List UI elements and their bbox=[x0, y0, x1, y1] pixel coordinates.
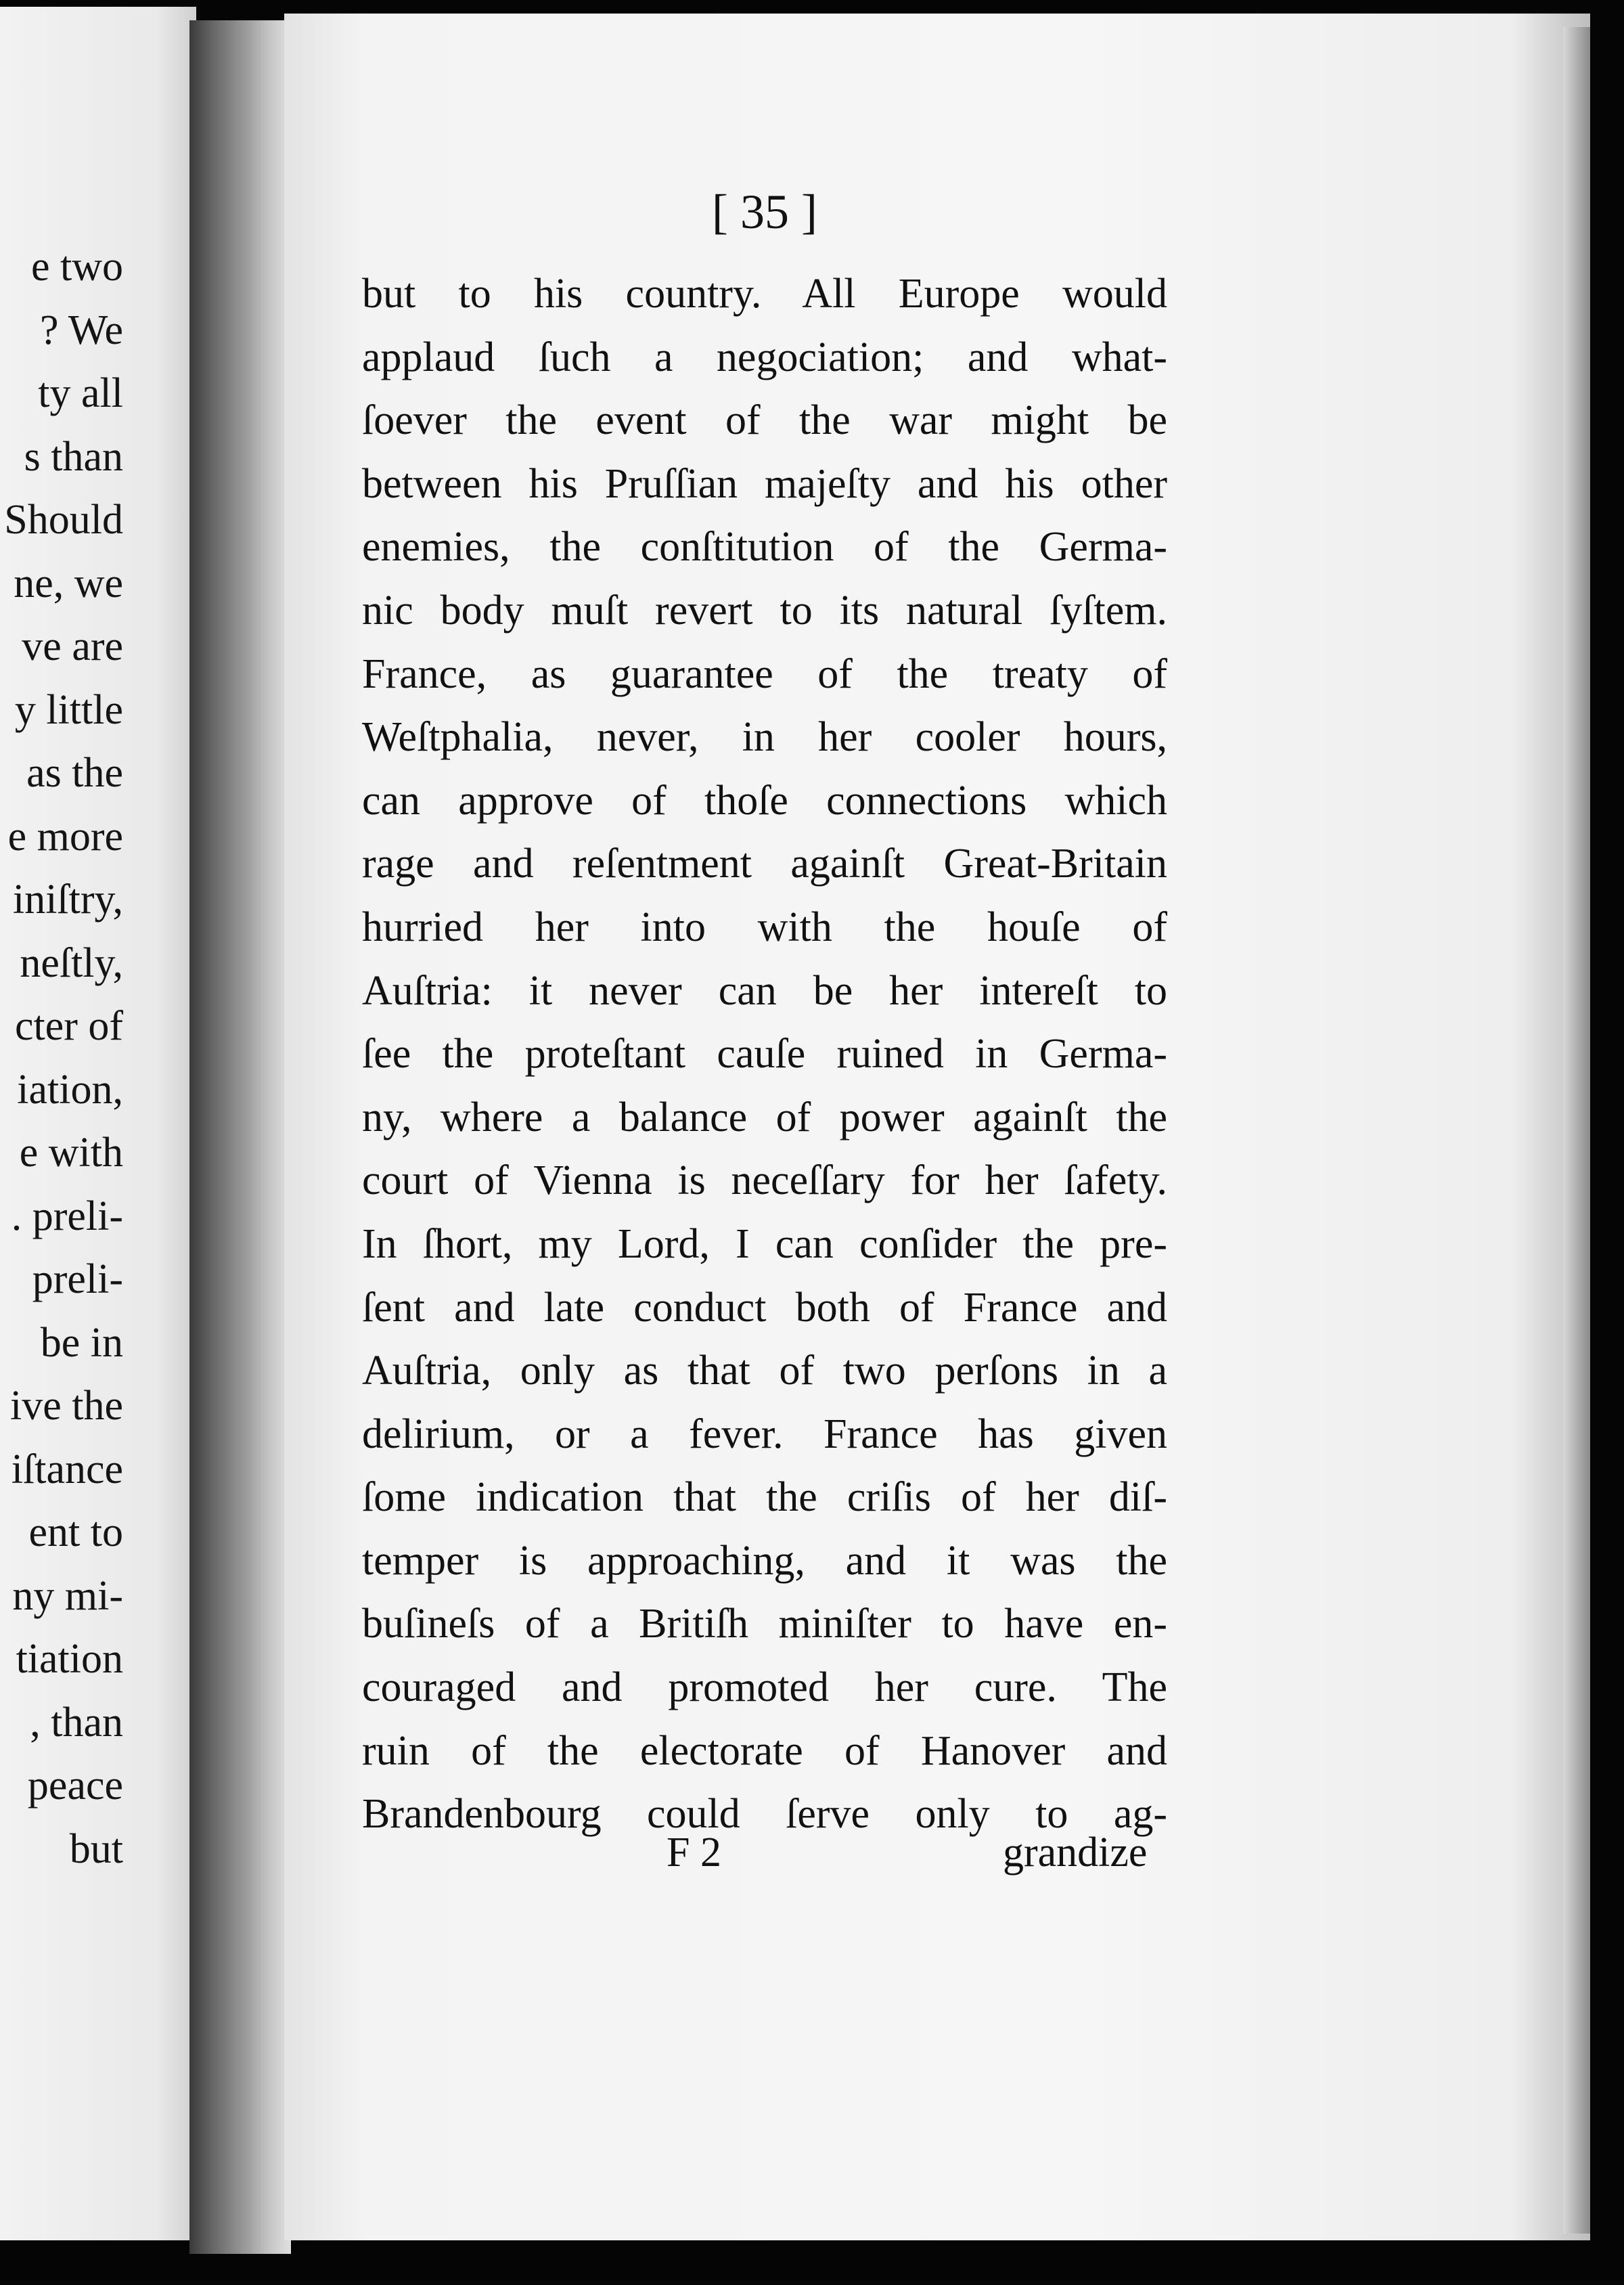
page-body-text bbox=[362, 263, 1167, 1846]
text-line: enemies, the conſtitution of the Germa- bbox=[362, 524, 1167, 571]
left-page-line: iſtance bbox=[11, 1446, 123, 1492]
left-page-line: but bbox=[69, 1825, 123, 1872]
text-line: can approve of thoſe connections which bbox=[362, 777, 1167, 824]
left-page-line: ? We bbox=[40, 307, 123, 353]
text-line: between his Pruſſian majeſty and his other bbox=[362, 460, 1167, 507]
left-page-text bbox=[4, 236, 123, 1881]
text-line: ſome indication that the criſis of her diſ- bbox=[362, 1474, 1167, 1521]
left-page-line: ive the bbox=[10, 1383, 123, 1429]
text-line: delirium, or a fever. France has given bbox=[362, 1411, 1167, 1457]
left-page-line: iation, bbox=[17, 1066, 123, 1113]
left-page-line: , than bbox=[30, 1699, 123, 1746]
left-page-line: e with bbox=[19, 1130, 123, 1176]
text-line: Auſtria, only as that of two perſons in a bbox=[362, 1348, 1167, 1394]
text-line: applaud ſuch a negociation; and what- bbox=[362, 334, 1167, 380]
text-line: ſoever the event of the war might be bbox=[362, 397, 1167, 444]
left-page bbox=[0, 7, 196, 2240]
text-line: ruin of the electorate of Hanover and bbox=[362, 1727, 1167, 1774]
text-line: ſee the proteſtant cauſe ruined in Germa- bbox=[362, 1031, 1167, 1078]
left-page-line: . preli- bbox=[11, 1193, 123, 1239]
left-page-line: ve are bbox=[22, 623, 123, 669]
text-line: but to his country. All Europe would bbox=[362, 271, 1167, 317]
page-edge bbox=[1563, 27, 1590, 2234]
text-line: buſineſs of a Britiſh miniſter to have en- bbox=[362, 1601, 1167, 1647]
text-line: nic body muſt revert to its natural ſyſtem. bbox=[362, 587, 1167, 634]
left-page-line: s than bbox=[24, 433, 123, 480]
book-gutter bbox=[189, 20, 291, 2254]
left-page-line: ent to bbox=[28, 1509, 123, 1555]
catchword: grandize bbox=[1003, 1829, 1148, 1876]
text-line: hurried her into with the houſe of bbox=[362, 904, 1167, 950]
left-page-line: iniſtry, bbox=[12, 877, 123, 923]
left-page-line: cter of bbox=[14, 1003, 123, 1049]
text-line: In ſhort, my Lord, I can conſider the pre- bbox=[362, 1220, 1167, 1267]
left-page-line: as the bbox=[26, 750, 123, 796]
text-line: couraged and promoted her cure. The bbox=[362, 1664, 1167, 1711]
text-line: Auſtria: it never can be her intereſt to bbox=[362, 967, 1167, 1014]
text-line: France, as guarantee of the treaty of bbox=[362, 650, 1167, 697]
left-page-line: e two bbox=[30, 244, 123, 290]
left-page-line: ny mi- bbox=[12, 1572, 123, 1619]
left-page-line: preli- bbox=[32, 1256, 123, 1302]
text-line: Brandenbourg could ſerve only to ag- bbox=[362, 1791, 1167, 1838]
text-line: rage and reſentment againſt Great-Britain bbox=[362, 841, 1167, 887]
page-number: [ 35 ] bbox=[712, 185, 817, 239]
left-page-line: be in bbox=[40, 1319, 123, 1366]
text-line: ſent and late conduct both of France and bbox=[362, 1284, 1167, 1331]
text-line: Weſtphalia, never, in her cooler hours, bbox=[362, 714, 1167, 761]
left-page-line: ty all bbox=[38, 370, 123, 416]
left-page-line: e more bbox=[7, 813, 123, 860]
text-line: court of Vienna is neceſſary for her ſafety. bbox=[362, 1157, 1167, 1204]
left-page-line: Should bbox=[4, 497, 123, 543]
left-page-line: peace bbox=[27, 1762, 123, 1809]
text-line: temper is approaching, and it was the bbox=[362, 1537, 1167, 1584]
left-page-line: neſtly, bbox=[20, 939, 123, 986]
text-line: ny, where a balance of power againſt the bbox=[362, 1094, 1167, 1140]
left-page-line: tiation bbox=[16, 1636, 123, 1682]
left-page-line: ne, we bbox=[14, 560, 123, 606]
signature-mark: F 2 bbox=[667, 1829, 721, 1876]
left-page-line: y little bbox=[14, 686, 123, 733]
